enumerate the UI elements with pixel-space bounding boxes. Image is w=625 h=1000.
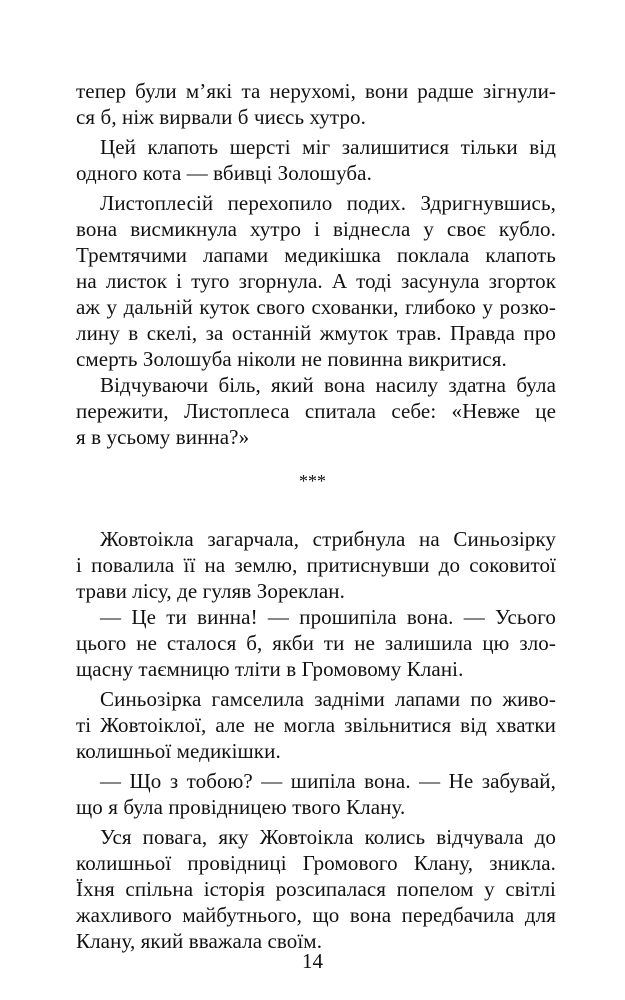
text-line: ті Жовтоіклої, але не могла звільнитися від хватки	[76, 713, 556, 737]
text-line: жахливого майбутнього, що вона передбачила для	[76, 903, 556, 927]
text-line: — Це ти винна! — прошипіла вона. — Усього	[100, 605, 556, 629]
text-line: Синьозірка гамселила задніми лапами по живо-	[100, 687, 556, 711]
text-line: одного кота — вбивці Золошуба.	[76, 161, 372, 185]
text-line: колишньої провідниці Громового Клану, зникла.	[76, 851, 556, 875]
text-line: аж у дальній куток свого схованки, глибоко у розко-	[76, 295, 556, 319]
section-separator: ***	[299, 471, 326, 491]
text-line: Тремтячими лапами медикішка поклала клапоть	[76, 243, 556, 267]
text-line: Їхня спільна історія розсипалася попелом у світлі	[76, 877, 556, 901]
text-line: щасну таємницю тліти в Громовому Клані.	[76, 657, 464, 681]
text-line: Листоплесій перехопило подих. Здригнувшись,	[100, 191, 556, 215]
text-line: Клану, який вважала своїм.	[76, 929, 323, 953]
text-line: що я була провідницею твого Клану.	[76, 795, 406, 819]
text-line: Цей клапоть шерсті міг залишитися тільки від	[100, 135, 556, 159]
text-line: смерть Золошуба ніколи не повинна викритися.	[76, 347, 507, 371]
text-line: — Що з тобою? — шипіла вона. — Не забувай,	[100, 769, 556, 793]
page-number: 14	[302, 949, 323, 973]
text-line: трави лісу, де гуляв Зореклан.	[76, 579, 345, 603]
text-line: і повалила її на землю, притиснувши до соковитої	[76, 553, 556, 577]
text-line: тепер були м’які та нерухомі, вони радше зігнули-	[76, 79, 556, 103]
text-line: колишньої медикішки.	[76, 739, 281, 763]
text-line: лину в скелі, за останній жмуток трав. Правда про	[76, 321, 556, 345]
text-line: Жовтоікла загарчала, стрибнула на Синьозірку	[100, 527, 556, 551]
text-line: я в усьому винна?»	[76, 425, 250, 449]
text-line: Відчуваючи біль, який вона насилу здатна була	[100, 373, 556, 397]
text-line: пережити, Листоплеса спитала себе: «Невже це	[76, 399, 556, 423]
text-line: вона висмикнула хутро і віднесла у своє кубло.	[76, 217, 556, 241]
text-line: на листок і туго згорнула. А тоді засунула згорток	[76, 269, 556, 293]
text-line: ся б, ніж вирвали б чиєсь хутро.	[76, 105, 366, 129]
text-line: цього не сталося б, якби ти не залишила цю зло-	[76, 631, 556, 655]
text-line: Уся повага, яку Жовтоікла колись відчувала до	[100, 825, 556, 849]
